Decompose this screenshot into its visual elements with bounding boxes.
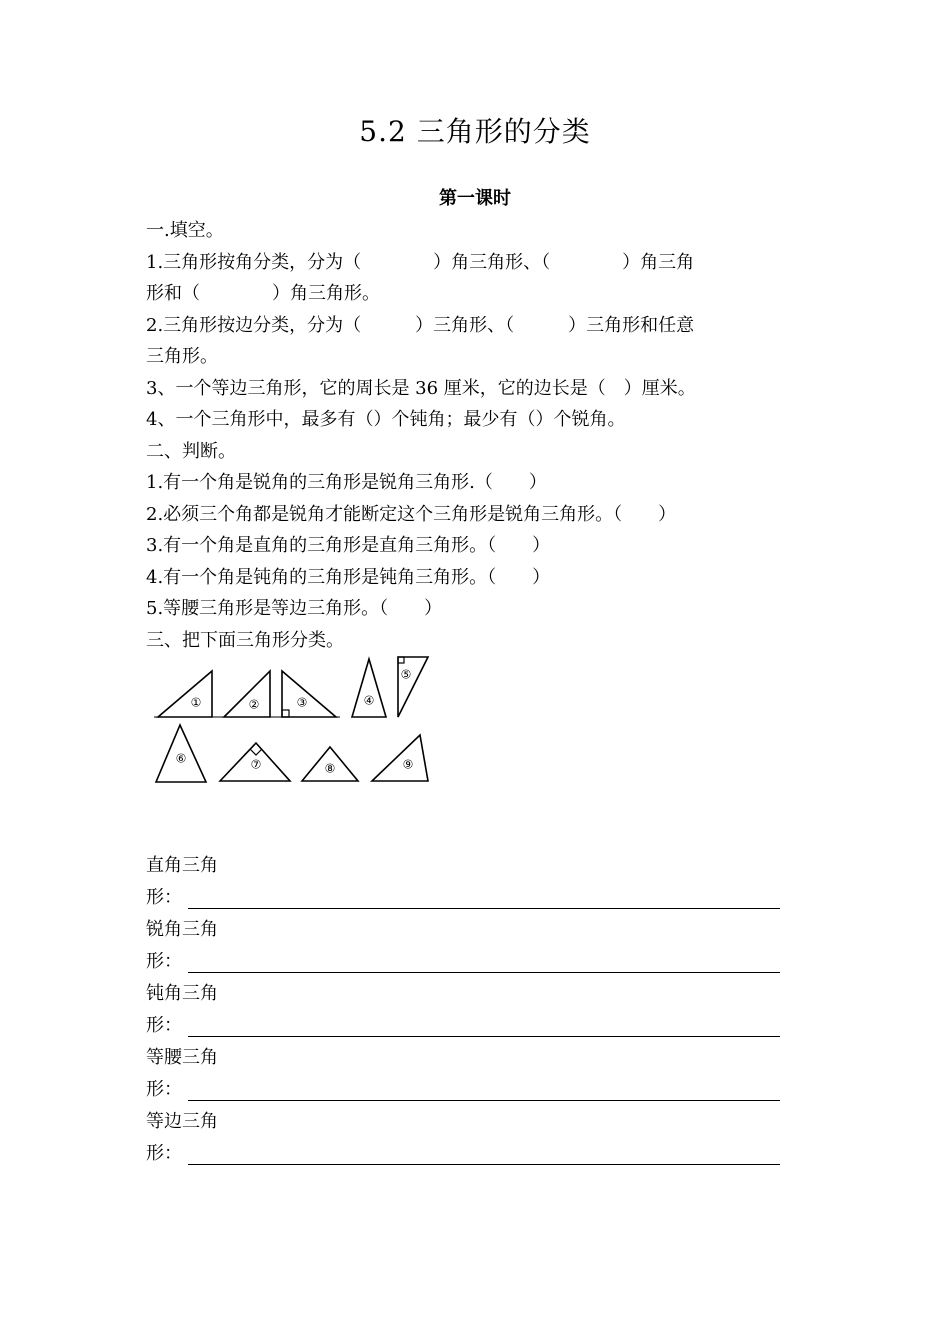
answer-blank-line[interactable] bbox=[188, 908, 780, 909]
judge-line: 2.必须三个角都是锐角才能断定这个三角形是锐角三角形。（ ） bbox=[146, 503, 677, 525]
section2-heading: 二、判断。 bbox=[146, 440, 236, 462]
answer-label: 等腰三角 bbox=[146, 1047, 218, 1068]
triangle-9 bbox=[372, 735, 428, 781]
triangle-3-label: ③ bbox=[296, 695, 308, 710]
section3-heading: 三、把下面三角形分类。 bbox=[146, 629, 344, 651]
triangles-figure bbox=[150, 655, 440, 785]
answer-equilateral-triangle bbox=[146, 1106, 786, 1170]
answer-isosceles-triangle bbox=[146, 1042, 786, 1106]
lesson-subtitle: 第一课时 bbox=[439, 188, 511, 209]
triangle-9-label: ⑨ bbox=[402, 757, 414, 772]
triangle-2 bbox=[224, 671, 270, 717]
triangle-1 bbox=[158, 671, 212, 717]
worksheet-content bbox=[146, 215, 810, 656]
fill-line: 3、一个等边三角形，它的周长是 36 厘米，它的边长是（ ）厘米。 bbox=[146, 377, 696, 399]
fill-line: 形和（ ）角三角形。 bbox=[146, 283, 380, 304]
right-angle-mark bbox=[398, 657, 404, 663]
right-angle-mark bbox=[250, 749, 262, 755]
triangle-8-label: ⑧ bbox=[324, 761, 336, 776]
answer-blank-line[interactable] bbox=[188, 972, 780, 973]
answer-label: 形： bbox=[146, 951, 182, 972]
fill-line: 4、一个三角形中，最多有（）个钝角；最少有（）个锐角。 bbox=[146, 409, 626, 430]
judge-line: 3.有一个角是直角的三角形是直角三角形。（ ） bbox=[146, 535, 551, 556]
triangle-4-label: ④ bbox=[363, 693, 375, 708]
answer-label: 锐角三角 bbox=[146, 919, 218, 940]
judge-line: 5.等腰三角形是等边三角形。（ ） bbox=[146, 598, 443, 619]
triangle-2-label: ② bbox=[248, 697, 260, 712]
triangle-7-label: ⑦ bbox=[250, 757, 262, 772]
right-angle-mark bbox=[282, 710, 289, 717]
triangle-3 bbox=[282, 671, 336, 717]
answer-acute-triangle bbox=[146, 914, 786, 978]
judge-line: 4.有一个角是钝角的三角形是钝角三角形。（ ） bbox=[146, 566, 551, 588]
answer-label: 形： bbox=[146, 1143, 182, 1164]
fill-line: 三角形。 bbox=[146, 346, 218, 367]
answer-section bbox=[146, 850, 786, 1170]
section1-heading: 一.填空。 bbox=[146, 220, 224, 241]
triangle-4 bbox=[352, 659, 386, 717]
answer-label: 等边三角 bbox=[146, 1111, 218, 1132]
answer-label: 形： bbox=[146, 1079, 182, 1100]
answer-blank-line[interactable] bbox=[188, 1100, 780, 1101]
answer-label: 直角三角 bbox=[146, 855, 218, 876]
triangle-1-label: ① bbox=[190, 695, 202, 710]
fill-line: 1.三角形按角分类，分为（ ）角三角形、（ ）角三角 bbox=[146, 251, 695, 273]
triangle-5 bbox=[398, 657, 428, 717]
answer-label: 形： bbox=[146, 887, 182, 908]
answer-blank-line[interactable] bbox=[188, 1036, 780, 1037]
judge-line: 1.有一个角是锐角的三角形是锐角三角形.（ ） bbox=[146, 472, 547, 493]
answer-blank-line[interactable] bbox=[188, 1164, 780, 1165]
answer-label: 钝角三角 bbox=[146, 983, 218, 1004]
page-title: 5.2 三角形的分类 bbox=[359, 115, 591, 148]
triangle-5-label: ⑤ bbox=[400, 667, 412, 682]
triangle-6-label: ⑥ bbox=[175, 751, 187, 766]
answer-obtuse-triangle bbox=[146, 978, 786, 1042]
fill-line: 2.三角形按边分类，分为（ ）三角形、（ ）三角形和任意 bbox=[146, 314, 695, 336]
answer-label: 形： bbox=[146, 1015, 182, 1036]
answer-right-triangle bbox=[146, 850, 786, 914]
